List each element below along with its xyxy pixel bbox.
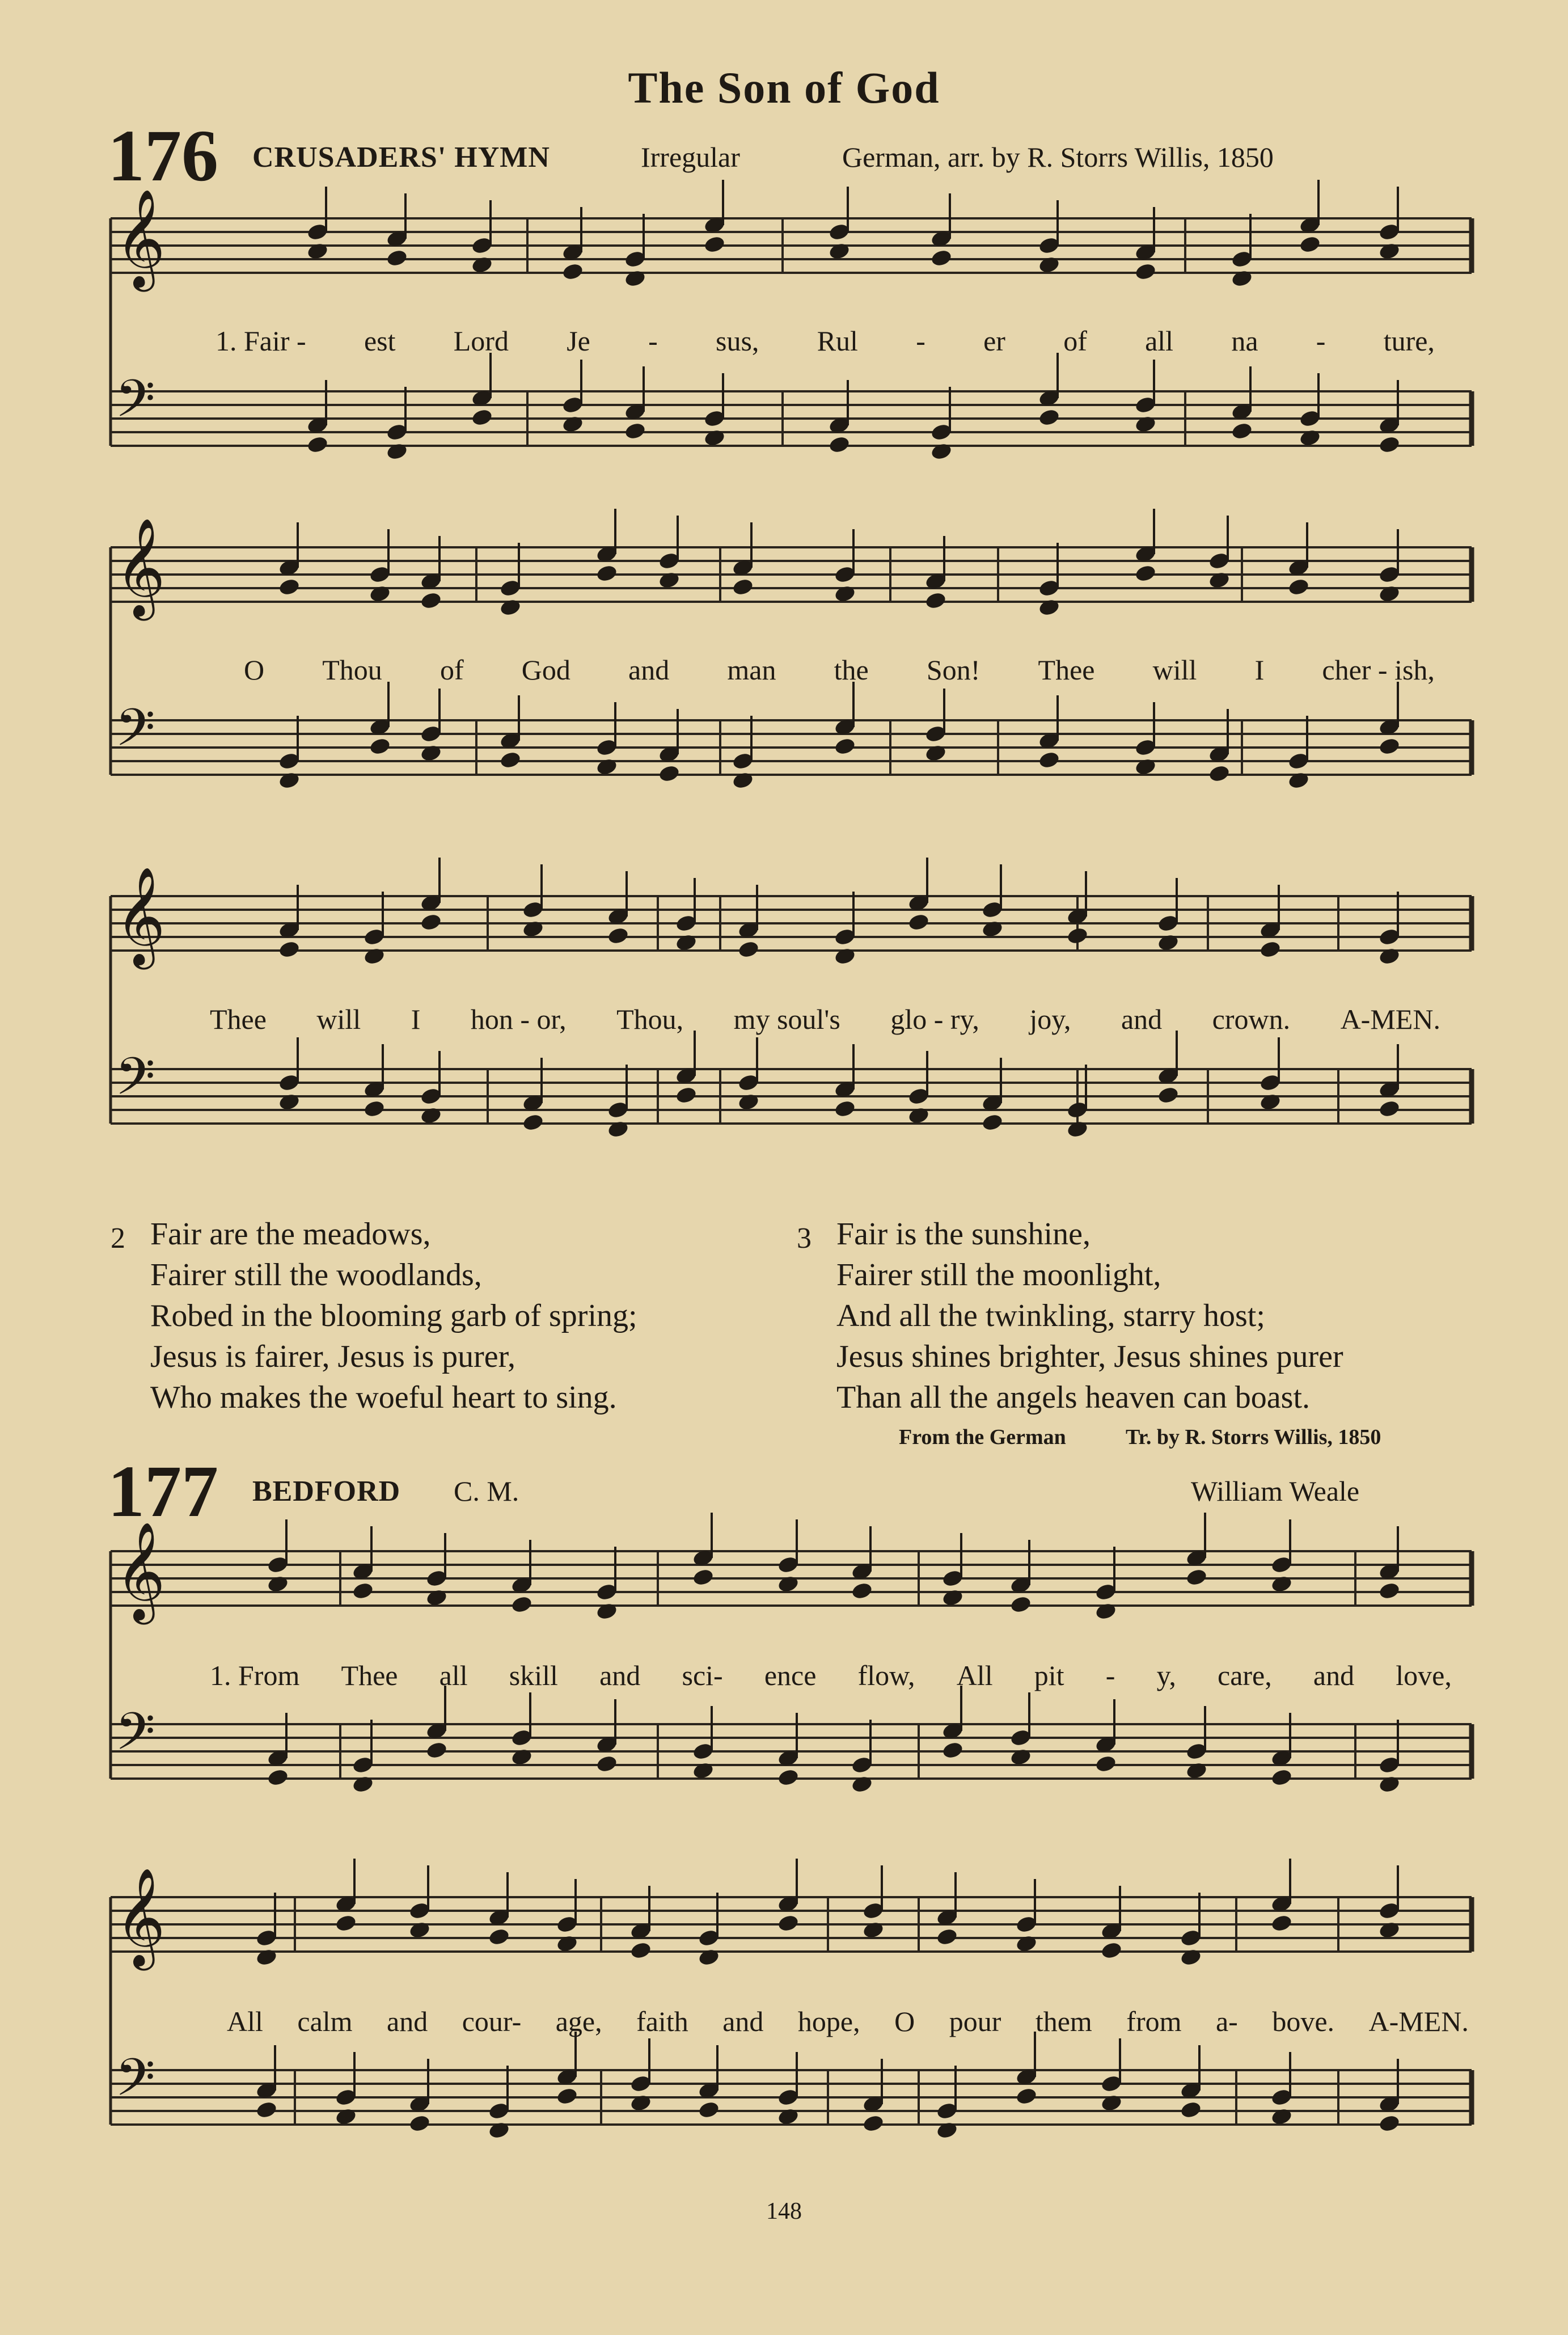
h176-l3-syllable: will [316,1003,361,1035]
h176-l1-syllable: of [1063,325,1087,357]
h176-l3-syllable: glo - ry, [890,1003,979,1035]
bass-staff-clef: 𝄢 [115,2047,155,2120]
h176-l3-syllable: crown. [1212,1003,1291,1035]
h176-l1-syllable: Rul [817,325,858,357]
page-number: 148 [766,2198,802,2224]
stanza-3-line-5: Than all the angels heaven can boast. [836,1380,1310,1415]
h176-l3-syllable: Thou, [616,1003,684,1035]
h176-l2-syllable: Thee [1038,654,1095,686]
h177-l1-syllable: All [956,1660,993,1691]
h176-l1-syllable: Lord [453,325,509,357]
h176-l1-syllable: er [983,325,1005,357]
h177-l2-syllable: O [894,2005,915,2037]
h176-l1-syllable: Je [567,325,590,357]
h177-l2-syllable: A-MEN. [1368,2005,1469,2037]
hymn-176-translator: Tr. by R. Storrs Willis, 1850 [1126,1425,1381,1449]
stanza-3-line-2: Fairer still the moonlight, [836,1257,1161,1293]
h176-l1-syllable: est [364,325,396,357]
hymn-176-lyric-line-2 [244,653,1435,686]
h177-l1-syllable: and [1313,1660,1355,1691]
h176-l2-syllable: Thou [322,654,382,686]
h176-l2-syllable: and [628,654,670,686]
stanza-3-line-4: Jesus shines brighter, Jesus shines purer [836,1339,1343,1374]
h177-l2-syllable: them [1035,2005,1092,2037]
h177-l2-syllable: a- [1215,2005,1238,2037]
h176-l2-syllable: will [1152,654,1197,686]
hymn-176-tune-name: CRUSADERS' HYMN [252,141,550,174]
treble-staff-clef: 𝄞 [115,867,166,965]
stanza-3-line-3: And all the twinkling, starry host; [836,1298,1265,1333]
h177-l1-syllable: ence [764,1660,817,1691]
h177-l2-syllable: from [1126,2005,1182,2037]
bass-staff-clef: 𝄢 [115,1046,155,1119]
stanza-2-line-5: Who makes the woeful heart to sing. [150,1380,617,1415]
hymn-177-meter: C. M. [454,1475,519,1507]
h177-l2-syllable: calm [297,2005,353,2037]
hymn-176-meter: Irregular [641,141,740,173]
h177-l1-syllable: and [599,1660,641,1691]
h177-l2-syllable: and [387,2005,428,2037]
h177-l1-syllable: y, [1156,1660,1176,1691]
h176-l1-syllable: na [1231,325,1258,357]
hymn-177-number: 177 [108,1451,218,1532]
h176-l2-syllable: I [1254,654,1265,686]
hymn-176-number: 176 [108,115,218,197]
bass-staff-clef: 𝄢 [115,1701,155,1774]
h176-l3-syllable: Thee [210,1003,267,1035]
treble-staff-clef: 𝄞 [115,1522,166,1620]
h176-l1-syllable: - [916,325,925,357]
h177-l1-syllable: sci- [682,1660,723,1691]
h176-l2-syllable: the [834,654,869,686]
h177-l1-syllable: flow, [857,1660,915,1691]
h176-l3-syllable: I [411,1003,421,1035]
hymn-176-stanza-3 [797,1214,1343,1418]
h176-l3-syllable: my soul's [733,1003,840,1035]
h176-l2-syllable: of [439,654,464,686]
h176-l1-syllable: 1. Fair - [215,325,306,357]
stanza-2-line-4: Jesus is fairer, Jesus is purer, [150,1339,516,1374]
stanza-3-line-1: Fair is the sunshine, [836,1217,1091,1252]
h176-l2-syllable: O [244,654,265,686]
h177-l1-syllable: skill [509,1660,558,1691]
treble-staff-clef: 𝄞 [115,1868,166,1966]
h177-l1-syllable: Thee [341,1660,398,1691]
h176-l1-syllable: ture, [1383,325,1435,357]
treble-staff-clef: 𝄞 [115,189,166,288]
hymn-177-lyric-line-1 [210,1659,1452,1692]
page-title: The Son of God [628,63,940,112]
stanza-2-line-1: Fair are the meadows, [150,1217,431,1252]
stanza-2-line-3: Robed in the blooming garb of spring; [150,1298,637,1333]
stanza-2-number: 2 [111,1222,125,1255]
h176-l2-syllable: God [521,654,570,686]
hymn-176-lyric-line-1 [215,324,1435,357]
h176-l1-syllable: sus, [716,325,759,357]
hymn-177-tune-name: BEDFORD [252,1475,401,1508]
h176-l3-syllable: joy, [1029,1003,1071,1035]
h177-l1-syllable: - [1105,1660,1115,1691]
hymn-176-lyric-line-3 [210,1003,1440,1036]
h176-l1-syllable: - [648,325,658,357]
stanza-2-line-2: Fairer still the woodlands, [150,1257,482,1293]
h176-l3-syllable: A-MEN. [1340,1003,1440,1035]
h177-l2-syllable: All [227,2005,263,2037]
hymn-176-stanza-2 [111,1214,637,1418]
bass-staff-clef: 𝄢 [115,698,155,770]
h177-l2-syllable: age, [555,2005,602,2037]
h176-l2-syllable: man [727,654,776,686]
h176-l2-syllable: cher - ish, [1322,654,1435,686]
h177-l2-syllable: faith [636,2005,688,2037]
h177-l2-syllable: hope, [797,2005,860,2037]
h177-l2-syllable: and [722,2005,764,2037]
hymn-177-composer: William Weale [1191,1475,1360,1507]
h177-l1-syllable: care, [1218,1660,1272,1691]
hymn-176-composer: German, arr. by R. Storrs Willis, 1850 [842,141,1274,173]
h177-l1-syllable: pit [1034,1660,1064,1691]
h177-l1-syllable: all [439,1660,468,1691]
treble-staff-clef: 𝄞 [115,518,166,617]
h176-l3-syllable: hon - or, [470,1003,567,1035]
h176-l3-syllable: and [1121,1003,1163,1035]
h177-l2-syllable: pour [949,2005,1001,2037]
h177-l1-syllable: love, [1396,1660,1452,1691]
stanza-3-number: 3 [797,1222,812,1255]
h177-l2-syllable: cour- [462,2005,522,2037]
h177-l2-syllable: bove. [1272,2005,1335,2037]
h177-l1-syllable: 1. From [210,1660,300,1691]
h176-l2-syllable: Son! [926,654,980,686]
h176-l1-syllable: all [1145,325,1174,357]
hymn-176-source: From the German [899,1425,1066,1449]
bass-staff-clef: 𝄢 [115,369,155,441]
hymn-177-lyric-line-2 [227,2005,1469,2038]
h176-l1-syllable: - [1316,325,1326,357]
